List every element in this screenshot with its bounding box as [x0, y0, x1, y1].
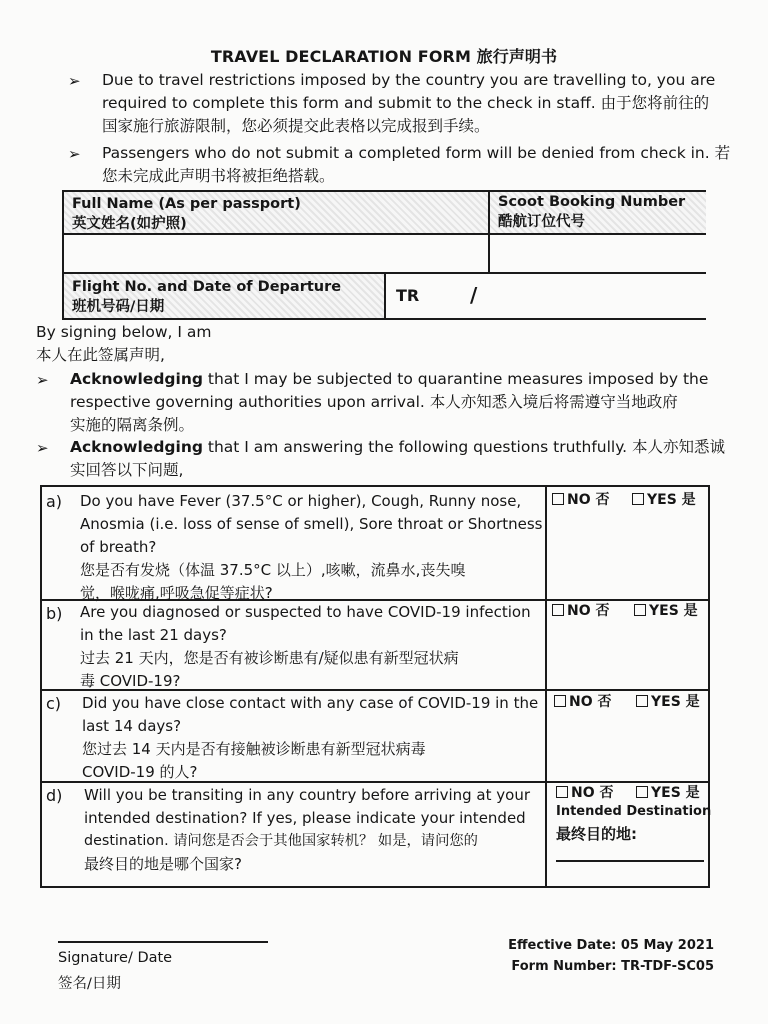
checkbox-icon — [636, 695, 648, 707]
table-line — [488, 190, 490, 274]
question-d-yes-option[interactable]: YES 是 — [636, 782, 700, 802]
booking-number-field[interactable] — [492, 236, 704, 270]
bullet-1: Due to travel restrictions imposed by the country you are travelling to, you are required to complete this form and submit to the check in staff. 由于您将前往的 国家施行旅游限制，您必须提交此表格以完成报到手续。 — [102, 71, 716, 135]
bullet-2: Passengers who do not submit a completed form will be denied from check in. 若 您未完成此声明书将被拒绝搭载。 — [102, 144, 731, 185]
question-b-yes-option[interactable]: YES 是 — [634, 600, 698, 620]
question-letter: a) — [46, 492, 63, 511]
flight-separator: / — [470, 283, 478, 307]
question-letter: c) — [46, 694, 62, 713]
checkbox-icon — [552, 493, 564, 505]
question-a-yes-option[interactable]: YES 是 — [632, 489, 696, 509]
question-c-no-option[interactable]: NO 否 — [554, 691, 612, 711]
arrow-bullet-icon: ➢ — [36, 371, 49, 389]
signature-label: Signature/ Date — [58, 950, 173, 966]
declaration-intro: By signing below, I am 本人在此签属声明, — [36, 323, 212, 364]
table-line — [40, 485, 42, 888]
question-letter: d) — [46, 786, 63, 805]
acknowledgement-1: Acknowledging that I may be subjected to quarantine measures imposed by the respective governing authorities upon arrival. 本人亦知悉入境后将需遵守当地政府 实施的隔离条例。 — [70, 370, 709, 434]
booking-number-label: Scoot Booking Number 酷航订位代号 — [498, 194, 686, 230]
form-number: Form Number: TR-TDF-SC05 — [511, 959, 714, 974]
acknowledgement-2: Acknowledging that I am answering the following questions truthfully. 本人亦知悉诚 实回答以下问题, — [70, 438, 726, 479]
question-letter: b) — [46, 604, 63, 623]
signature-line[interactable] — [58, 941, 268, 943]
arrow-bullet-icon: ➢ — [68, 72, 81, 90]
checkbox-icon — [636, 786, 648, 798]
checkbox-icon — [556, 786, 568, 798]
question-d-text: Will you be transiting in any country before arriving at your intended destination? If yes, please indicate your intended destination. 请问您是否会于其他国家转机？ 如是，请问您的 最终目的地是哪个国家? — [84, 786, 530, 873]
checkbox-icon — [554, 695, 566, 707]
full-name-field[interactable] — [66, 236, 486, 270]
question-d-no-option[interactable]: NO 否 — [556, 782, 614, 802]
question-b-text: Are you diagnosed or suspected to have COVID-19 infection in the last 21 days? 过去 21 天内，您是否有被诊断患有/疑似患有新型冠状病 毒 COVID-19? — [80, 603, 531, 690]
table-line — [545, 485, 547, 888]
table-line — [708, 485, 710, 888]
full-name-label: Full Name (As per passport) 英文姓名(如护照) — [72, 196, 301, 232]
question-c-text: Did you have close contact with any case of COVID-19 in the last 14 days? 您过去 14 天内是否有接触被诊断患有新型冠状病毒 COVID-19 的人? — [82, 694, 539, 781]
table-line — [40, 886, 710, 888]
checkbox-icon — [634, 604, 646, 616]
checkbox-icon — [632, 493, 644, 505]
table-line — [62, 190, 64, 320]
question-a-no-option[interactable]: NO 否 — [552, 489, 610, 509]
intended-destination-label-zh: 最终目的地: — [556, 825, 637, 843]
flight-prefix: TR — [396, 286, 420, 305]
question-b-no-option[interactable]: NO 否 — [552, 600, 610, 620]
intended-destination-label: Intended Destination — [556, 804, 712, 819]
form-title: TRAVEL DECLARATION FORM 旅行声明书 — [210, 47, 558, 66]
arrow-bullet-icon: ➢ — [68, 145, 81, 163]
flight-label: Flight No. and Date of Departure 班机号码/日期 — [72, 279, 342, 315]
intended-destination-field[interactable] — [556, 860, 704, 862]
effective-date: Effective Date: 05 May 2021 — [508, 938, 714, 953]
flight-field[interactable] — [388, 276, 704, 316]
signature-label-zh: 签名/日期 — [58, 976, 121, 992]
question-c-yes-option[interactable]: YES 是 — [636, 691, 700, 711]
checkbox-icon — [552, 604, 564, 616]
table-line — [40, 485, 710, 487]
question-a-text: Do you have Fever (37.5°C or higher), Cough, Runny nose, Anosmia (i.e. loss of sense of smell), Sore throat or Shortness of breath? 您是否有发烧（体温 37.5°C 以上）,咳嗽，流鼻水,丧失嗅 觉，喉咙痛,呼吸急促等症状? — [80, 492, 543, 602]
arrow-bullet-icon: ➢ — [36, 439, 49, 457]
table-line — [384, 272, 386, 320]
